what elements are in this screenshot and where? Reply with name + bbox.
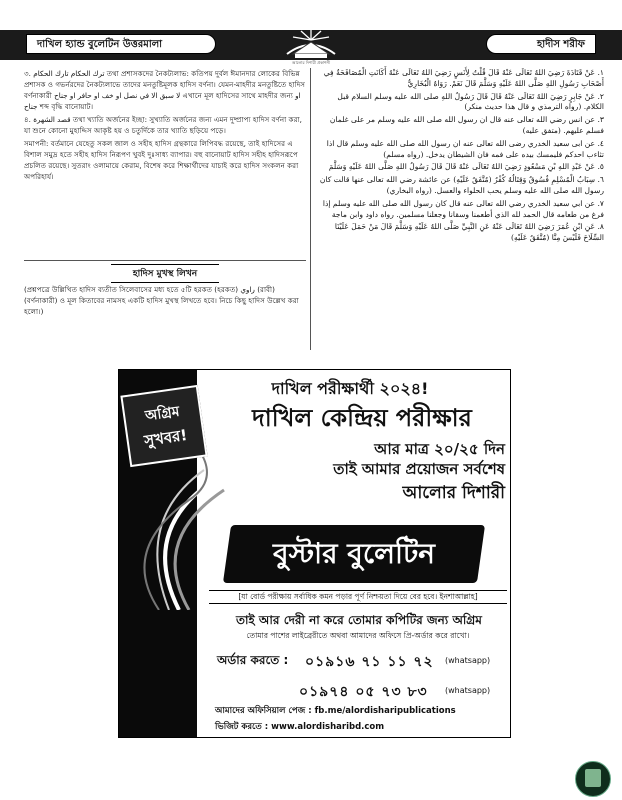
ad-title-big: দাখিল কেন্দ্রিয় পরীক্ষার <box>252 404 472 432</box>
hadith-item: ١. عَنْ قَتَادَةَ رَضِيَ اللهُ تَعَالَى عَنْهُ قَالَ قُلْتُ لِأَنَسٍ رَضِيَ اللهُ تَعَالَى عَنْهُ أَكَانَتِ الْمُصَافَحَةُ فِي أَصْحَابِ رَسُولِ اللهِ صَلَّى اللهُ عَلَيْهِ وَسَلَّمَ قَالَ نَعَمْ. رَوَاهُ الْبُخَارِيُّ <box>323 68 604 88</box>
phone-2: ০১৯৭৪ ০৫ ৭৩ ৮৩ <box>299 684 428 700</box>
ad-badge: অগ্রিম সুখবর! <box>120 385 207 467</box>
section-title: হাদিস মুখস্থ লিখন <box>24 264 306 283</box>
official-page: আমাদের অফিসিয়াল পেজ : fb.me/alordisharipublications <box>215 706 456 716</box>
publisher-logo-icon <box>283 24 339 62</box>
phone-1: ০১৯১৬ ৭১ ১১ ৭২ <box>305 654 434 670</box>
hadith-item: ٦. سِبَابُ الْمُسْلِمِ فُسُوقٌ وَقِتَالُهُ كُفْرٌ (مُتَّفَقٌ عَلَيْهِ) عن عائشة رضي الله تعالى عنها قالت كان رسول الله صلى الله عليه وسلم يحب الحلواء والعسل. (رواه البخاري) <box>319 175 604 195</box>
section-body: (প্রশ্নপত্রে উল্লিখিত হাদিস ব্যতীত সিলেবাসের মধ্য হতে ৫টি হরকত (হরকত) راوي (রাবী) (বর্ণনাকারী) ও মূল কিতাবের নামসহ একটি হাদিস মুখস্থ লিখতে হবে। নিচে কিছু হাদিস উল্লেখ করা হলো।) <box>24 285 299 316</box>
hadith-item: ٣. عن انس رضي الله تعالى عنه قال ان رسول الله صلى الله عليه وسلم مر على غلمان فسلم عليهم. (متفق عليه) <box>329 115 604 135</box>
left-para-2: ৪. قصد الشهرة তথা খ্যাতি অর্জনের ইচ্ছা: সুখ্যাতি অর্জনের জন্য এমন দুষ্প্রাপ্য হাদিস বর্ণনা করা, যা শুনে কোনো মুহাদ্দিস আকৃষ্ট হয় ও চতুর্দিকে তার খ্যাতি ছড়িয়ে পড়ে। <box>24 115 302 135</box>
phone-1-note: (whatsapp) <box>445 656 491 665</box>
hadith-item: ٢. عَنْ جَابِرٍ رَضِيَ اللهُ تَعَالَى عَنْهُ قَالَ قَالَ رَسُولُ اللهِ صلى الله عليه وسلم السلام قبل الكلام. (رواه الترمذي و قال هذا حديث منكر) <box>337 91 604 112</box>
book-icon <box>585 769 601 787</box>
ad-need-line: তাই আমার প্রয়োজন সর্বশেষ <box>333 460 505 478</box>
left-para-1: ৩. ترك الحكام تارك الحكام তথা প্রশাসকদের নৈকট্যলাভ: কতিপয় দুর্বল ঈমানদার লোকের বিভিন্ন প্রশাসক ও গভর্নরদের নৈকট্যলাভে তাদের মনতুষ্টিমূলক হাদিস বর্ণনা। যেমন-মাহদীর মনতুষ্টিতে হাদিস বর্ণনাকারী لا سبق الا في نصل او خف او حافر او جناح এখানে মূল হাদিসের সাথে মাহদীর জন্য او جناح শব্দ বৃদ্ধি বানোয়াট। <box>24 69 306 111</box>
hadith-item: ٨. عَنِ ابْنِ عُمَرَ رَضِيَ اللهُ تَعَالَى عَنْهُ عَنِ النَّبِيِّ صَلَّى اللهُ عَلَيْهِ وَسَلَّمَ قَالَ مَنْ حَمَلَ عَلَيْنَا السِّلَاحَ فَلَيْسَ مِنَّا (مُتَّفَقٌ عَلَيْهِ) <box>334 222 604 243</box>
left-para-3: সমাপনী: বর্তমানে যেহেতু সকল জাল ও সহীহ হাদিস গ্রন্থকারে লিপিবদ্ধ রয়েছে, তাই হাদিসের এ বিশাল সমুদ্র হতে সহীহ হাদিস নিরূপণ খুবই দুঃসাধ্য ব্যাপার। বহু বানোয়াট হাদিস সহীহ হাদিসরূপে প্রচলিত রয়েছে। সুতরাং ওলামায়ে কেরাম, বিশেষ করে শিক্ষার্থীদের যাচাই করে হাদিস সংকলন করা অপরিহার্য। <box>24 139 299 181</box>
ad-banner: বুস্টার বুলেটিন <box>223 525 485 583</box>
section-divider <box>24 260 306 261</box>
ad-cta-line-2: তোমার পাশের লাইব্রেরীতে অথবা আমাদের অফিসে প্রি-অর্ডার করে রাখো। <box>246 631 470 640</box>
ad-brand-line: আলোর দিশারী <box>402 483 505 503</box>
hadith-item: ٥. عَنْ عَبْدِ اللهِ بْنِ مَسْعُودٍ رَضِيَ اللهُ تَعَالَى عَنْهُ قَالَ قَالَ رَسُولُ اللهِ صَلَّى اللهُ عَلَيْهِ وَسَلَّمَ <box>328 162 604 172</box>
ad-title-small: দাখিল পরীক্ষার্থী ২০২৪! <box>271 379 429 398</box>
ad-cta-line-1: তাই আর দেরী না করে তোমার কপিটির জন্য অগ্রিম <box>236 613 482 627</box>
phone-2-note: (whatsapp) <box>445 686 491 695</box>
header-left-title: দাখিল হ্যান্ড বুলেটিন উত্তরমালা <box>26 34 216 54</box>
ad-days-line: আর মাত্র ২০/২৫ দিন <box>374 440 505 458</box>
hadith-item: ٧. عن ابي سعيد الخدري رضي الله تعالى عنه قال كان رسول الله صلى الله عليه وسلم إذا فرغ من طعامه قال الحمد لله الذي أطعمنا وسقانا وجعلنا مسلمين. رواه داود وابن ماجة <box>322 198 604 219</box>
publisher-logo-text: আলোর দিশারী প্রকাশনী <box>291 60 331 65</box>
hadith-item: ٤. عن ابى سعيد الخدري رضى الله تعالى عنه ان رسول الله صلى الله عليه وسلم قال اذا تثاءب احدكم فليمسك بيده على فمه فان الشيطان يدخل. (رواه مسلم) <box>326 138 604 159</box>
right-column-hadiths <box>316 68 604 350</box>
website: ভিজিট করতে : www.alordisharibd.com <box>215 722 385 732</box>
column-divider <box>310 68 311 350</box>
order-label: অর্ডার করতে : <box>217 653 289 667</box>
advertisement <box>118 369 511 738</box>
header-right-title: হাদীস শরীফ <box>486 34 596 54</box>
ad-note: [যা বোর্ড পরীক্ষায় সর্বাধিক কমন পড়ার পূর্ণ নিশ্চয়তা দিয়ে বের হবে। ইনশাআল্লাহ] <box>209 590 507 604</box>
